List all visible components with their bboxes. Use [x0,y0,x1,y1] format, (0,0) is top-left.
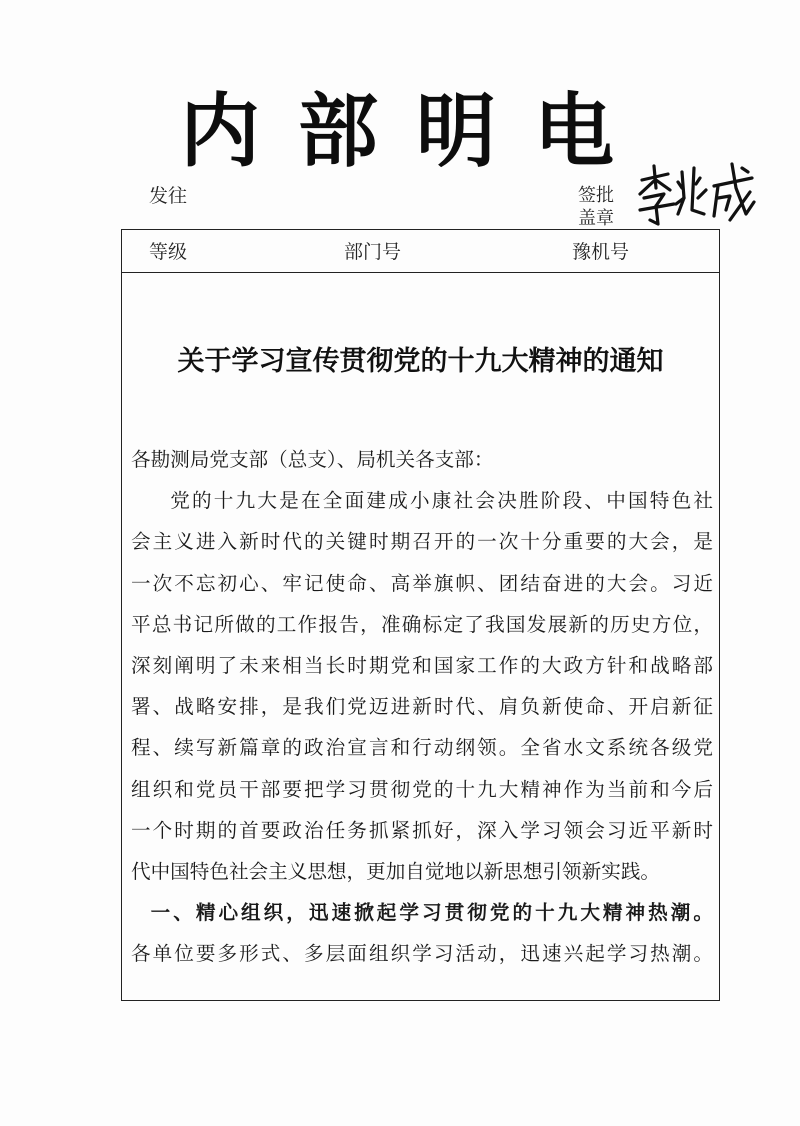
paragraph-1-line: 一次不忘初心、牢记使命、高举旗帜、团结奋进的大会。习近 [131,571,713,595]
telegram-form-frame [121,229,720,1001]
section-1-heading: 一、精心组织，迅速掀起学习贯彻党的十九大精神热潮。 [150,901,713,925]
paragraph-1-line: 代中国特色社会主义思想，更加自觉地以新思想引领新实践。 [131,860,661,884]
form-header-row [122,230,719,273]
notice-title: 关于学习宣传贯彻党的十九大精神的通知 [177,346,664,377]
document-type-title: 内部明电 [180,85,652,178]
paragraph-1-line: 党的十九大是在全面建成小康社会决胜阶段、中国特色社 [170,489,713,513]
sign-label-line1: 签批 [578,185,614,206]
sign-stamp-label [578,184,622,230]
machine-number-label: 豫机号 [572,241,630,263]
level-label: 等级 [149,241,188,263]
paragraph-1-line: 平总书记所做的工作报告，准确标定了我国发展新的历史方位， [131,612,713,636]
sign-label-line2: 盖章 [578,208,614,229]
dept-number-label: 部门号 [344,241,402,263]
send-to-label: 发往 [149,185,188,207]
salutation: 各勘测局党支部（总支）、局机关各支部： [131,448,494,471]
paragraph-1-line: 组织和党员干部要把学习贯彻党的十九大精神作为当前和今后 [131,777,713,801]
paragraph-1 [131,480,713,892]
handwritten-signature [634,158,759,233]
section-1-line: 各单位要多形式、多层面组织学习活动，迅速兴起学习热潮。 [131,942,713,966]
paragraph-1-line: 程、续写新篇章的政治宣言和行动纲领。全省水文系统各级党 [131,736,713,760]
paragraph-1-line: 会主义进入新时代的关键时期召开的一次十分重要的大会，是 [131,530,713,554]
paragraph-1-line: 一个时期的首要政治任务抓紧抓好，深入学习领会习近平新时 [131,818,713,842]
paragraph-1-line: 深刻阐明了未来相当长时期党和国家工作的大政方针和战略部 [131,654,713,678]
paragraph-1-line: 署、战略安排，是我们党迈进新时代、肩负新使命、开启新征 [131,695,713,719]
notice-body [131,439,713,975]
